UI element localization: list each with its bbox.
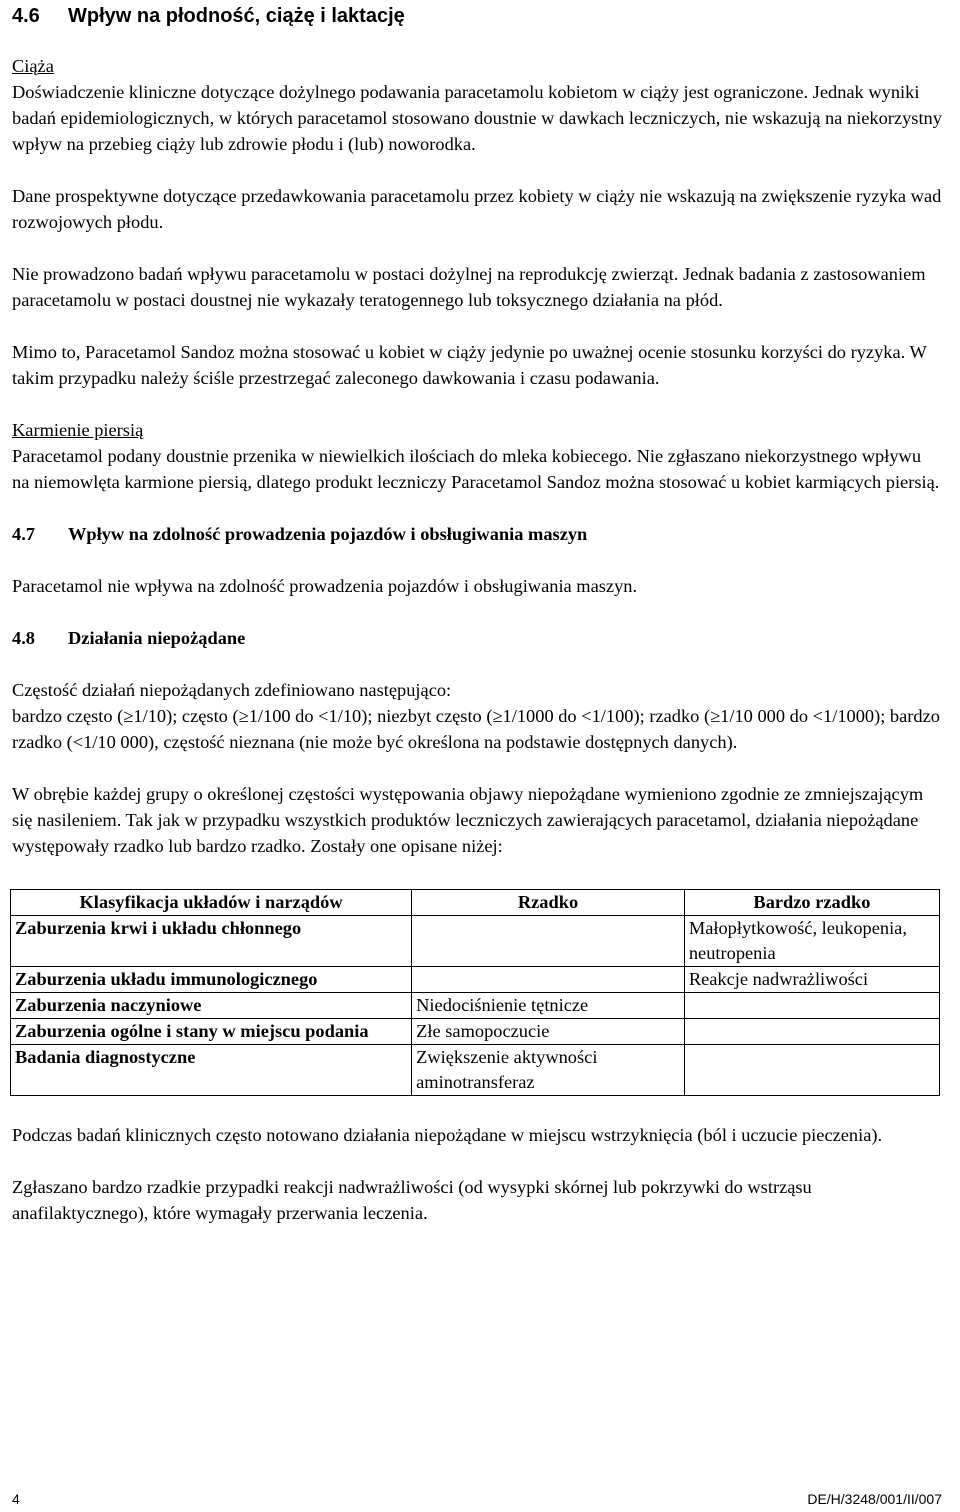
hypersensitivity-paragraph: Zgłaszano bardzo rzadkie przypadki reakcji nadwrażliwości (od wysypki skórnej lub pokrzywki do wstrząsu anafilaktycznego), które wymagały przerwania leczenia. <box>12 1177 812 1223</box>
table-cell: Zwiększenie aktywności aminotransferaz <box>412 1045 685 1096</box>
table-cell: Zaburzenia ogólne i stany w miejscu podania <box>11 1019 412 1045</box>
section-number: 4.6 <box>12 5 40 27</box>
page-footer <box>12 1490 942 1508</box>
pregnancy-paragraph-3: Nie prowadzono badań wpływu paracetamolu w postaci dożylnej na reprodukcję zwierząt. Jednak badania z zastosowaniem paracetamolu w postaci doustnej nie wykazały teratogennego lub toksycznego działania na płód. <box>12 264 926 310</box>
table-cell: Zaburzenia układu immunologicznego <box>11 967 412 993</box>
section-title: Wpływ na płodność, ciążę i laktację <box>68 5 405 27</box>
table-header-row <box>11 890 940 916</box>
table-row <box>11 993 940 1019</box>
table-cell <box>684 1045 939 1096</box>
adverse-order-paragraph: W obrębie każdej grupy o określonej częstości występowania objawy niepożądane wymieniono zgodnie ze zmniejszającym się nasileniem. Tak jak w przypadku wszystkich produktów leczniczych zawierających paracetamol, działania niepożądane występowały rzadko lub bardzo rzadko. Zostały one opisane niżej: <box>12 784 924 856</box>
table-row <box>11 1045 940 1096</box>
table-cell <box>684 1019 939 1045</box>
table-row <box>11 1019 940 1045</box>
table-cell <box>412 967 685 993</box>
table-row <box>11 916 940 967</box>
injection-site-paragraph: Podczas badań klinicznych często notowano działania niepożądane w miejscu wstrzyknięcia (ból i uczucie pieczenia). <box>12 1125 883 1145</box>
section-title: Działania niepożądane <box>68 628 246 648</box>
table-header-cell: Klasyfikacja układów i narządów <box>11 890 412 916</box>
table-header-cell: Bardzo rzadko <box>684 890 939 916</box>
table-cell: Zaburzenia naczyniowe <box>11 993 412 1019</box>
table-cell <box>412 916 685 967</box>
pregnancy-paragraph-4: Mimo to, Paracetamol Sandoz można stosować u kobiet w ciąży jedynie po uważnej ocenie stosunku korzyści do ryzyka. W takim przypadku należy ściśle przestrzegać zaleconego dawkowania i czasu podawania. <box>12 342 927 388</box>
pregnancy-paragraph-1: Doświadczenie kliniczne dotyczące dożylnego podawania paracetamolu kobietom w ciąży jest ograniczone. Jednak wyniki badań epidemiologicznych, w których paracetamol stosowano doustnie w dawkach leczniczych, nie wskazują na niekorzystny wpływ na przebieg ciąży lub zdrowie płodu i (lub) noworodka. <box>12 82 942 154</box>
page-number: 4 <box>12 1491 20 1507</box>
pregnancy-paragraph-2: Dane prospektywne dotyczące przedawkowania paracetamolu przez kobiety w ciąży nie wskazują na zwiększenie ryzyka wad rozwojowych płodu. <box>12 186 942 232</box>
adverse-reactions-table <box>10 889 940 1096</box>
table-cell: Reakcje nadwrażliwości <box>684 967 939 993</box>
lactation-subheading: Karmienie piersią <box>12 420 144 440</box>
table-row <box>11 967 940 993</box>
document-reference: DE/H/3248/001/II/007 <box>807 1491 942 1507</box>
section-number: 4.7 <box>12 524 35 544</box>
section-4-7-paragraph: Paracetamol nie wpływa na zdolność prowadzenia pojazdów i obsługiwania maszyn. <box>12 576 638 596</box>
table-cell: Zaburzenia krwi i układu chłonnego <box>11 916 412 967</box>
section-title: Wpływ na zdolność prowadzenia pojazdów i obsługiwania maszyn <box>68 524 588 544</box>
section-number: 4.8 <box>12 628 35 648</box>
table-cell: Złe samopoczucie <box>412 1019 685 1045</box>
table-cell: Niedociśnienie tętnicze <box>412 993 685 1019</box>
section-4-7-heading <box>12 521 942 547</box>
pregnancy-subheading: Ciąża <box>12 56 54 76</box>
lactation-paragraph: Paracetamol podany doustnie przenika w niewielkich ilościach do mleka kobiecego. Nie zgłaszano niekorzystnego wpływu na niemowlęta karmione piersią, dlatego produkt leczniczy Paracetamol Sandoz można stosować u kobiet karmiących piersią. <box>12 446 940 492</box>
table-cell: Badania diagnostyczne <box>11 1045 412 1096</box>
section-4-8-heading <box>12 625 942 651</box>
table-cell: Małopłytkowość, leukopenia, neutropenia <box>684 916 939 967</box>
table-cell <box>684 993 939 1019</box>
frequency-definitions: bardzo często (≥1/10); często (≥1/100 do <1/10); niezbyt często (≥1/1000 do <1/100); rzadko (≥1/10 000 do <1/1000); bardzo rzadko (<1/10 000), częstość nieznana (nie może być określona na podstawie dostępnych danych). <box>12 706 940 752</box>
frequency-intro: Częstość działań niepożądanych zdefiniowano następująco: <box>12 680 452 700</box>
document-page <box>12 0 942 1226</box>
table-header-cell: Rzadko <box>412 890 685 916</box>
section-4-6-heading <box>12 0 942 35</box>
